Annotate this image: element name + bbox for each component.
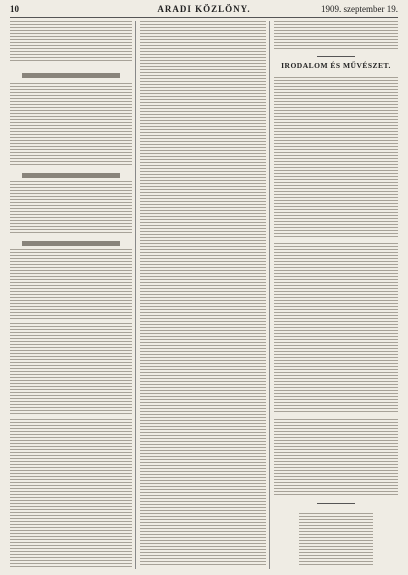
advertisement-block <box>299 513 373 567</box>
text-block <box>10 419 132 567</box>
text-block <box>10 83 132 167</box>
text-block <box>10 21 132 61</box>
text-block <box>10 181 132 235</box>
page-header <box>10 4 398 18</box>
running-head: ARADI KÖZLÖNY. <box>157 4 251 14</box>
numbered-list <box>10 323 132 415</box>
subheading <box>22 73 120 78</box>
header-rule <box>10 17 398 18</box>
subheading <box>22 241 120 246</box>
text-block <box>274 77 398 237</box>
text-block <box>140 21 266 567</box>
section-title: IRODALOM ÉS MŰVÉSZET. <box>281 61 391 70</box>
section-rule <box>317 56 354 57</box>
column-divider <box>135 21 136 569</box>
subheading <box>22 173 120 178</box>
middle-column <box>140 21 266 569</box>
text-block <box>274 21 398 51</box>
left-column <box>10 21 132 569</box>
text-block <box>10 249 132 319</box>
text-block <box>274 243 398 413</box>
right-column <box>274 21 398 569</box>
column-divider <box>269 21 270 569</box>
text-block <box>274 419 398 497</box>
separator-rule <box>317 503 354 504</box>
issue-date: 1909. szeptember 19. <box>321 4 398 14</box>
page-number: 10 <box>10 4 19 14</box>
